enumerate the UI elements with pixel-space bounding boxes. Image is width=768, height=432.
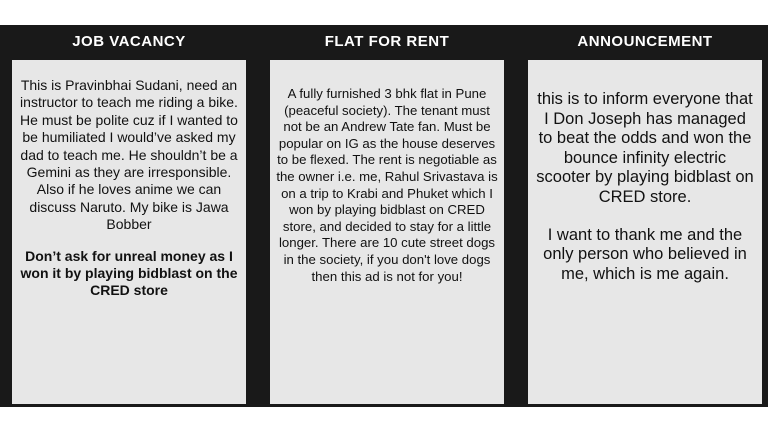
- announcement-text: this is to inform everyone that I Don Joseph has managed to beat the odds and won the bounce infinity electric scooter by playing bidblast on CRED store.: [536, 90, 754, 206]
- announcement-panel: [528, 25, 762, 407]
- job-vacancy-text: This is Pravinbhai Sudani, need an instructor to teach me riding a bike. He must be polite cuz if I wanted to be humiliated I would’ve asked my dad to teach me. He shouldn’t be a Gemini as they are irresponsible. Also if he loves anime we can discuss Naruto. My bike is Jawa Bobber: [20, 77, 238, 233]
- job-vacancy-panel: [12, 25, 246, 407]
- announcement-body: [528, 60, 762, 404]
- flat-for-rent-body: [270, 60, 504, 404]
- announcement-header: ANNOUNCEMENT: [528, 25, 762, 60]
- flat-for-rent-header: FLAT FOR RENT: [270, 25, 504, 60]
- job-vacancy-header: JOB VACANCY: [12, 25, 246, 60]
- flat-for-rent-panel: [270, 25, 504, 407]
- job-vacancy-body: [12, 60, 246, 404]
- job-vacancy-bold-note: Don’t ask for unreal money as I won it by playing bidblast on the CRED store: [20, 247, 238, 299]
- announcement-thanks-text: I want to thank me and the only person who believed in me, which is me again.: [543, 225, 747, 283]
- flat-for-rent-text: A fully furnished 3 bhk flat in Pune (peaceful society). The tenant must not be an Andrew Tate fan. Must be popular on IG as the house deserves to be flexed. The rent is negotiable as the owner i.e. me, Rahul Srivastava is on a trip to Krabi and Phuket which I won by playing bidblast on CRED store, and decided to stay for a little longer. There are 10 cute street dogs in the society, if you don't love dogs then this ad is not for you!: [276, 86, 498, 284]
